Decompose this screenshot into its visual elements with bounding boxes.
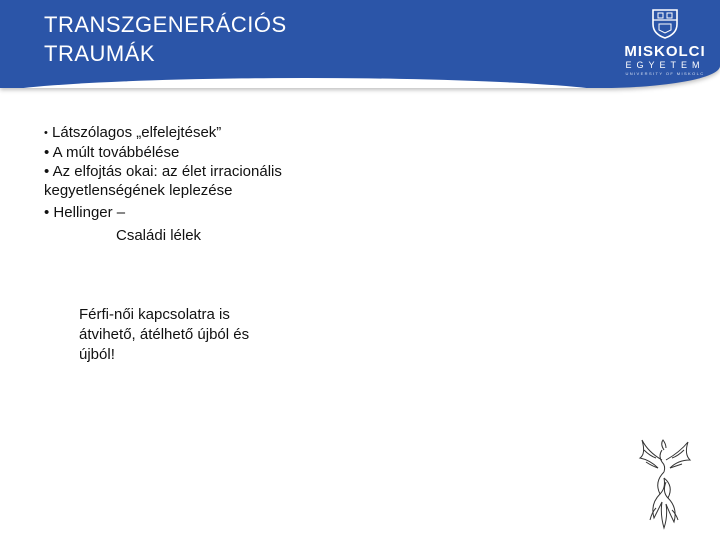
bullet-item [44, 162, 304, 200]
bullet-list [44, 123, 304, 245]
slide-title [44, 10, 604, 68]
bullet-text: Hellinger – [49, 204, 126, 221]
bullet-subtext: Családi lélek [116, 227, 202, 244]
university-crest-icon [650, 6, 680, 40]
logo-name: MISKOLCI [624, 43, 706, 60]
phoenix-icon [636, 438, 692, 530]
bullet-text: A múlt továbbélése [49, 144, 180, 161]
bullet-item [44, 203, 304, 222]
quote-text: Férfi-női kapcsolatra is átvihető, átélhető újból és újból! [79, 306, 250, 363]
university-logo [620, 4, 710, 84]
title-line-1: TRANSZGENERÁCIÓS [44, 12, 287, 37]
header-banner [0, 0, 720, 88]
bullet-marker: • [44, 144, 50, 161]
bullet-item [44, 123, 304, 143]
bullet-item [44, 143, 304, 162]
bullet-marker: • [44, 204, 50, 221]
title-line-2: TRAUMÁK [44, 41, 156, 66]
bullet-text: Az elfojtás okai: az élet irracionális kegyetlenségének leplezése [44, 163, 282, 199]
bullet-marker: • [44, 127, 48, 139]
bullet-marker: • [44, 163, 50, 180]
bullet-text: Látszólagos „elfelejtések” [47, 124, 222, 141]
logo-tagline: UNIVERSITY OF MISKOLC [625, 71, 705, 76]
logo-subtitle: EGYETEM [625, 60, 705, 70]
